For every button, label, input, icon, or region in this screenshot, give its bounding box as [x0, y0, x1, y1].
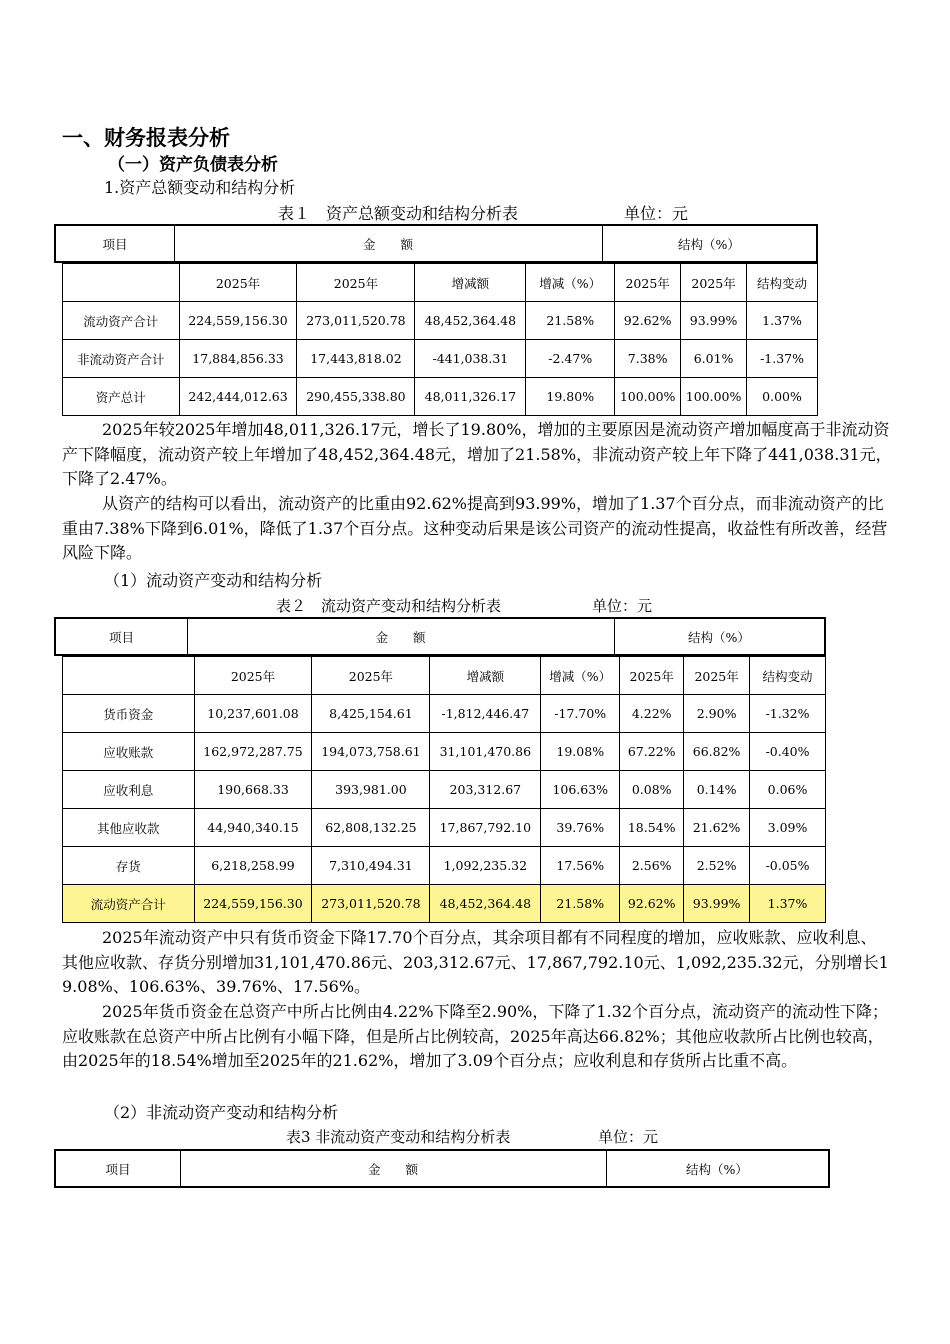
- table-row: [63, 809, 826, 847]
- table-cell: 31,101,470.86: [430, 733, 541, 771]
- table-cell: -17.70%: [541, 695, 620, 733]
- table-cell: 92.62%: [620, 885, 684, 923]
- table2: [62, 656, 826, 923]
- paragraph-4: 2025年货币资金在总资产中所占比例由4.22%下降至2.90%，下降了1.32个百分点，流动资产的流动性下降；应收账款在总资产中所占比例有小幅下降，但是所占比例较高，2025年高达66.82%；其他应收款所占比例也较高，由2025年的18.54%增加至2025年的21.62%，增加了3.09个百分点；应收利息和存货所占比重不高。: [62, 1002, 889, 1070]
- table-cell: 21.58%: [526, 302, 615, 340]
- table-row-total: [63, 885, 826, 923]
- table-row: [63, 378, 818, 416]
- table-row: [63, 340, 818, 378]
- table-cell: 21.62%: [684, 809, 750, 847]
- table-cell: -1.32%: [750, 695, 826, 733]
- table1-column-row: [63, 264, 818, 302]
- table1-col: 2025年: [681, 264, 747, 302]
- table-cell: 存货: [63, 847, 195, 885]
- table-cell: 6.01%: [681, 340, 747, 378]
- table-cell: 0.06%: [750, 771, 826, 809]
- table-cell: 100.00%: [615, 378, 681, 416]
- table-cell: 190,668.33: [194, 771, 312, 809]
- table3-header: [54, 1149, 830, 1188]
- table-cell: 2.90%: [684, 695, 750, 733]
- table-cell: 66.82%: [684, 733, 750, 771]
- table-cell: 3.09%: [750, 809, 826, 847]
- table-cell: 21.58%: [541, 885, 620, 923]
- table-cell: 273,011,520.78: [297, 302, 415, 340]
- table-cell: 17,867,792.10: [430, 809, 541, 847]
- table-cell: 4.22%: [620, 695, 684, 733]
- table1-item-label: 项目: [102, 236, 128, 252]
- table-cell: 应收利息: [63, 771, 195, 809]
- table-cell: 224,559,156.30: [179, 302, 297, 340]
- table2-col: 增减额: [430, 657, 541, 695]
- table-cell: 7,310,494.31: [312, 847, 430, 885]
- table-row: [63, 733, 826, 771]
- table-cell: 0.08%: [620, 771, 684, 809]
- table-cell: 393,981.00: [312, 771, 430, 809]
- sub2-title: （2）非流动资产变动和结构分析: [104, 1103, 339, 1122]
- table-row: [63, 771, 826, 809]
- paragraph-2: 从资产的结构可以看出，流动资产的比重由92.62%提高到93.99%，增加了1.37个百分点，而非流动资产的比重由7.38%下降到6.01%，降低了1.37个百分点。这种变动后果是该公司资产的流动性提高，收益性有所改善，经营风险下降。: [62, 494, 888, 562]
- table1-header: [54, 224, 818, 263]
- table-cell: 应收账款: [63, 733, 195, 771]
- table-cell: 106.63%: [541, 771, 620, 809]
- table-cell: 6,218,258.99: [194, 847, 312, 885]
- table1-col: 2025年: [179, 264, 297, 302]
- table-cell: 290,455,338.80: [297, 378, 415, 416]
- table-cell: 19.08%: [541, 733, 620, 771]
- table1-col: 增减（%）: [526, 264, 615, 302]
- table-cell: 67.22%: [620, 733, 684, 771]
- table-cell: 7.38%: [615, 340, 681, 378]
- table1-col: 2025年: [615, 264, 681, 302]
- paragraph-3: 2025年流动资产中只有货币资金下降17.70个百分点，其余项目都有不同程度的增加，应收账款、应收利息、其他应收款、存货分别增加31,101,470.86元、203,312.67元、17,867,792.10元、1,092,235.32元，分别增长19.08%、106.63%、39.76%、17.56%。: [62, 928, 889, 996]
- table-cell: 273,011,520.78: [312, 885, 430, 923]
- table1-amount-label: 金 额: [362, 236, 413, 252]
- table-cell: 100.00%: [681, 378, 747, 416]
- table-cell: 93.99%: [681, 302, 747, 340]
- table-cell: 货币资金: [63, 695, 195, 733]
- table2-col: 2025年: [312, 657, 430, 695]
- table1: [62, 263, 818, 416]
- table-cell: 48,452,364.48: [430, 885, 541, 923]
- table3-amount-label: 金 额: [367, 1161, 418, 1177]
- table-cell: 224,559,156.30: [194, 885, 312, 923]
- table-cell: 0.00%: [747, 378, 818, 416]
- table-cell: 流动资产合计: [63, 885, 195, 923]
- table-cell: 19.80%: [526, 378, 615, 416]
- table-cell: 17,884,856.33: [179, 340, 297, 378]
- table-cell: 44,940,340.15: [194, 809, 312, 847]
- table-cell: 39.76%: [541, 809, 620, 847]
- table-cell: 48,011,326.17: [415, 378, 526, 416]
- table2-caption: 表２ 流动资产变动和结构分析表: [276, 597, 502, 615]
- table-cell: -0.40%: [750, 733, 826, 771]
- table-cell: 1,092,235.32: [430, 847, 541, 885]
- table2-column-row: [63, 657, 826, 695]
- table-cell: 203,312.67: [430, 771, 541, 809]
- table-cell: -441,038.31: [415, 340, 526, 378]
- table2-col: 2025年: [684, 657, 750, 695]
- table1-col: 增减额: [415, 264, 526, 302]
- table2-unit: 单位：元: [592, 597, 653, 615]
- table-cell: 非流动资产合计: [63, 340, 180, 378]
- table1-col: 2025年: [297, 264, 415, 302]
- table3-caption: 表3 非流动资产变动和结构分析表: [286, 1128, 511, 1146]
- table2-col: 2025年: [194, 657, 312, 695]
- table1-structure-label: 结构（%）: [678, 236, 740, 252]
- item1-title: 1.资产总额变动和结构分析: [104, 178, 296, 197]
- table2-structure-label: 结构（%）: [688, 629, 750, 645]
- table-cell: 194,073,758.61: [312, 733, 430, 771]
- table3-unit: 单位：元: [598, 1128, 659, 1146]
- table-cell: 242,444,012.63: [179, 378, 297, 416]
- table1-col: 结构变动: [747, 264, 818, 302]
- table2-col: 结构变动: [750, 657, 826, 695]
- table-cell: 2.52%: [684, 847, 750, 885]
- table-cell: -1,812,446.47: [430, 695, 541, 733]
- table-cell: -1.37%: [747, 340, 818, 378]
- table-cell: 2.56%: [620, 847, 684, 885]
- table-cell: 其他应收款: [63, 809, 195, 847]
- table-row: [63, 695, 826, 733]
- table-cell: 62,808,132.25: [312, 809, 430, 847]
- table-cell: 8,425,154.61: [312, 695, 430, 733]
- table2-item-label: 项目: [108, 629, 134, 645]
- table-row: [63, 847, 826, 885]
- table-cell: 1.37%: [747, 302, 818, 340]
- table-cell: 0.14%: [684, 771, 750, 809]
- section-title: 一、财务报表分析: [62, 126, 230, 150]
- table-cell: 92.62%: [615, 302, 681, 340]
- table-cell: 17,443,818.02: [297, 340, 415, 378]
- table-cell: 162,972,287.75: [194, 733, 312, 771]
- table-cell: 93.99%: [684, 885, 750, 923]
- table3-structure-label: 结构（%）: [686, 1161, 748, 1177]
- paragraph-1: 2025年较2025年增加48,011,326.17元，增长了19.80%，增加的主要原因是流动资产增加幅度高于非流动资产下降幅度，流动资产较上年增加了48,452,364.48元，增加了21.58%，非流动资产较上年下降了441,038.31元，下降了2.47%。: [62, 420, 892, 488]
- table-cell: 18.54%: [620, 809, 684, 847]
- table-cell: 17.56%: [541, 847, 620, 885]
- table1-unit: 单位：元: [624, 204, 689, 223]
- table-cell: 资产总计: [63, 378, 180, 416]
- table3-item-label: 项目: [105, 1161, 131, 1177]
- table2-header: [54, 617, 826, 656]
- subsection-title: （一）资产负债表分析: [108, 155, 278, 175]
- table2-amount-label: 金 额: [375, 629, 426, 645]
- sub1-title: （1）流动资产变动和结构分析: [104, 571, 323, 590]
- table2-col: 2025年: [620, 657, 684, 695]
- table-cell: 48,452,364.48: [415, 302, 526, 340]
- table-cell: 流动资产合计: [63, 302, 180, 340]
- table1-caption: 表１ 资产总额变动和结构分析表: [278, 204, 519, 223]
- table-cell: 1.37%: [750, 885, 826, 923]
- table-cell: -2.47%: [526, 340, 615, 378]
- table-cell: -0.05%: [750, 847, 826, 885]
- table-cell: 10,237,601.08: [194, 695, 312, 733]
- table-row: [63, 302, 818, 340]
- table2-col: 增减（%）: [541, 657, 620, 695]
